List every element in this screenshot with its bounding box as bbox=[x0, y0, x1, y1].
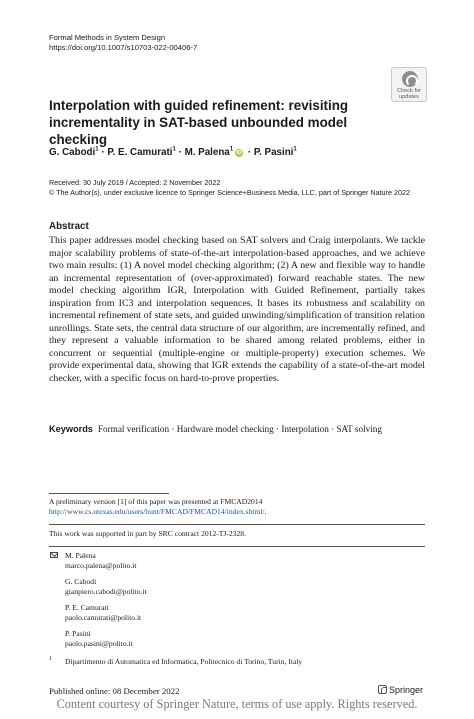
contact-name: M. Palena bbox=[65, 551, 96, 560]
orcid-icon[interactable]: iD bbox=[236, 150, 242, 156]
springer-horse-icon bbox=[378, 685, 387, 694]
contact-name: P. E. Camurati bbox=[65, 603, 109, 612]
abstract-text: This paper addresses model checking based on SAT solvers and Craig interpolants. We tackle major scalability problems of state-of-the-art interpolation-based approaches, and we achieve two main results: (1) A novel model checking algorithm; (2) A new and flexible way to handle an incremental representation of (over-approximated) forward reachable states. The new model checking algorithm IGR, Interpolation with Guided Refinement, partially takes inspiration from IC3 and interpolation sequences. It bases its robustness and scalability on incremental refinement of state sets, and guided unwinding/simplification of transition relation unrollings. State sets, the central data structure of our algorithm, are incrementally refined, and they represent a valuable information to be shared among related problems, either in concurrent or sequential (multiple-engine or multiple-property) execution schemes. We provide experimental data, showing that IGR extends the capability of a state-of-the-art model checker, with a specific focus on hard-to-prove properties. bbox=[49, 235, 425, 385]
contact-name: P. Pasini bbox=[65, 629, 91, 638]
contact-name: G. Cabodi bbox=[65, 577, 97, 586]
affiliation: 1 Dipartimento di Automatica ed Informatica, Politecnico di Torino, Turin, Italy bbox=[49, 656, 303, 666]
badge-label: Check for updates bbox=[397, 88, 421, 101]
contact-email[interactable]: paolo.pasini@polito.it bbox=[65, 639, 133, 648]
journal-name: Formal Methods in System Design bbox=[49, 33, 166, 42]
contact-email[interactable]: gianpiero.cabodi@polito.it bbox=[65, 587, 147, 596]
fmcad-link[interactable]: http://www.cs.utexas.edu/users/hunt/FMCAD/FMCAD14/index.shtml/ bbox=[49, 507, 265, 516]
doi-link[interactable]: https://doi.org/10.1007/s10703-022-00406-7 bbox=[49, 43, 198, 52]
check-for-updates-icon bbox=[402, 71, 418, 87]
affiliation-marker: 1 bbox=[229, 146, 234, 153]
divider bbox=[49, 524, 425, 525]
keywords bbox=[49, 423, 382, 435]
contact-email[interactable]: marco.palena@polito.it bbox=[65, 561, 137, 570]
keywords-list: Formal verification · Hardware model checking · Interpolation · SAT solving bbox=[97, 424, 382, 434]
courtesy-watermark: Content courtesy of Springer Nature, terms of use apply. Rights reserved. bbox=[56, 697, 418, 711]
abstract-heading: Abstract bbox=[49, 221, 89, 232]
contact-entry bbox=[65, 629, 133, 649]
funding-note: This work was supported in part by SRC contract 2012-TJ-2328. bbox=[49, 529, 246, 538]
article-dates bbox=[49, 178, 410, 198]
copyright-line: © The Author(s), under exclusive licence to Springer Science+Business Media, LLC, part of Springer Nature 2022 bbox=[49, 188, 410, 197]
keywords-label: Keywords bbox=[49, 424, 93, 434]
contact-email[interactable]: paolo.camurati@polito.it bbox=[65, 613, 142, 622]
envelope-icon bbox=[50, 552, 58, 558]
contact-entry bbox=[65, 603, 141, 623]
author-list: G. Cabodi$^1$ · P. E. Camurati$^1$ · M. Palena$^1$iD · P. Pasini$^1$ bbox=[49, 146, 297, 158]
author-name[interactable]: G. Cabodi bbox=[49, 147, 96, 158]
divider bbox=[49, 546, 425, 547]
journal-header bbox=[49, 33, 197, 53]
published-online-date: Published online: 08 December 2022 bbox=[49, 686, 180, 696]
affiliation-marker: 1 bbox=[172, 146, 176, 153]
paper-title: Interpolation with guided refinement: revisiting incrementality in SAT-based unbounded model checking bbox=[49, 98, 349, 147]
affiliation-text: Dipartimento di Automatica ed Informatica, Politecnico di Torino, Turin, Italy bbox=[65, 657, 303, 666]
publisher-name: Springer bbox=[389, 685, 424, 695]
author-name[interactable]: P. E. Camurati bbox=[107, 147, 173, 158]
preliminary-version-footnote: A preliminary version [1] of this paper was presented at FMCAD2014 http://www.cs.utexas.edu/users/hunt/FMCAD/FMCAD14/index.shtml/. bbox=[49, 497, 267, 516]
contact-entry bbox=[65, 551, 137, 571]
contact-entry bbox=[65, 577, 147, 597]
check-for-updates-badge[interactable] bbox=[391, 67, 427, 102]
author-name[interactable]: P. Pasini bbox=[253, 147, 294, 158]
affiliation-marker: 1 bbox=[95, 146, 99, 153]
author-name[interactable]: M. Palena bbox=[184, 147, 230, 158]
affiliation-marker: 1 bbox=[293, 146, 297, 153]
received-accepted: Received: 30 July 2019 / Accepted: 2 November 2022 bbox=[49, 178, 221, 187]
footnote-rule bbox=[49, 493, 169, 494]
